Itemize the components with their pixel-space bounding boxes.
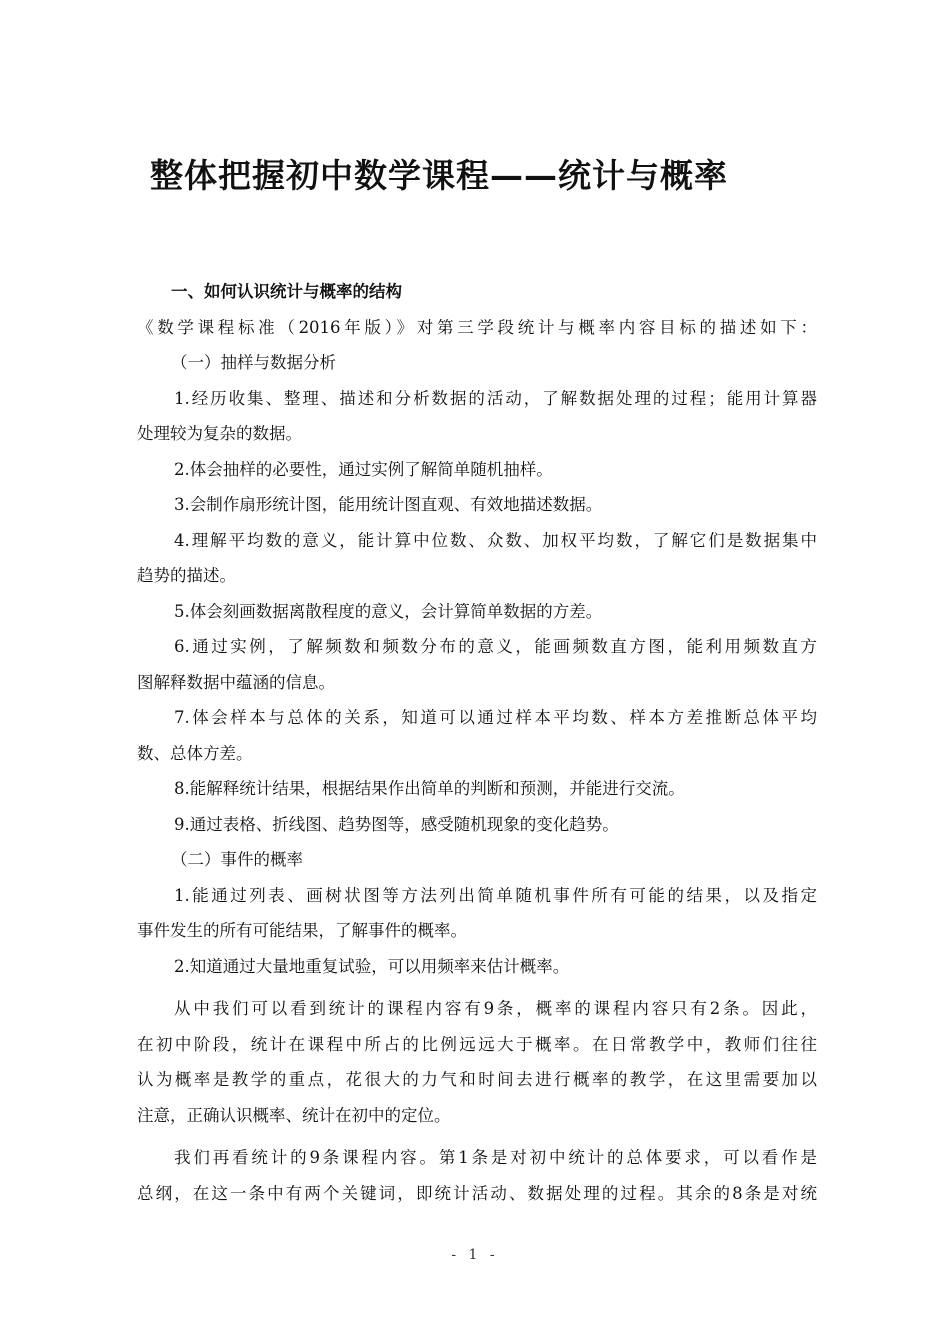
document-title: 整体把握初中数学课程——统计与概率 [150, 156, 728, 195]
paragraph-line: 1.能通过列表、画树状图等方法列出简单随机事件所有可能的结果，以及指定 [174, 885, 817, 905]
document-body [137, 274, 817, 1211]
paragraph-gap [137, 984, 817, 991]
paragraph-line: 我们再看统计的9条课程内容。第1条是对初中统计的总体要求，可以看作是 [174, 1148, 817, 1167]
paragraph-line: 数、总体方差。 [137, 743, 253, 763]
paragraph-line: 处理较为复杂的数据。 [137, 424, 302, 443]
paragraph-line: 在初中阶段，统计在课程中所占的比例远远大于概率。在日常教学中，教师们往往 [137, 1034, 817, 1054]
paragraph-gap [137, 1133, 817, 1140]
paragraph-line: 5.体会刻画数据离散程度的意义，会计算简单数据的方差。 [174, 601, 603, 621]
subsection-heading: （二）事件的概率 [171, 850, 303, 869]
paragraph-line: 注意，正确认识概率、统计在初中的定位。 [137, 1105, 451, 1125]
paragraph-line: 《数学课程标准（2016年版）》对第三学段统计与概率内容目标的描述如下： [137, 317, 817, 337]
page-number: - 1 - [451, 1247, 499, 1263]
paragraph-line: 从中我们可以看到统计的课程内容有9条，概率的课程内容只有2条。因此， [174, 999, 817, 1018]
paragraph-line: 认为概率是教学的重点，花很大的力气和时间去进行概率的教学，在这里需要加以 [137, 1070, 817, 1089]
paragraph-line: 事件发生的所有可能结果，了解事件的概率。 [137, 921, 467, 940]
paragraph-line: 6.通过实例，了解频数和频数分布的意义，能画频数直方图，能利用频数直方 [174, 637, 817, 656]
subsection-heading: （一）抽样与数据分析 [171, 353, 336, 372]
paragraph-line: 8.能解释统计结果，根据结果作出简单的判断和预测，并能进行交流。 [174, 779, 685, 798]
section-heading: 一、如何认识统计与概率的结构 [171, 282, 402, 301]
paragraph-line: 2.体会抽样的必要性，通过实例了解简单随机抽样。 [174, 459, 553, 479]
paragraph-line: 3.会制作扇形统计图，能用统计图直观、有效地描述数据。 [174, 495, 603, 514]
paragraph-line: 7.体会样本与总体的关系，知道可以通过样本平均数、样本方差推断总体平均 [174, 708, 817, 727]
paragraph-line: 图解释数据中蕴涵的信息。 [137, 672, 335, 692]
paragraph-line: 趋势的描述。 [137, 566, 236, 585]
paragraph-line: 9.通过表格、折线图、趋势图等，感受随机现象的变化趋势。 [174, 814, 619, 834]
paragraph-line: 4.理解平均数的意义，能计算中位数、众数、加权平均数，了解它们是数据集中 [174, 530, 817, 550]
paragraph-line: 2.知道通过大量地重复试验，可以用频率来估计概率。 [174, 956, 570, 976]
paragraph-line: 1.经历收集、整理、描述和分析数据的活动，了解数据处理的过程；能用计算器 [174, 388, 817, 408]
paragraph-line: 总纲，在这一条中有两个关键词，即统计活动、数据处理的过程。其余的8条是对统 [137, 1183, 817, 1203]
